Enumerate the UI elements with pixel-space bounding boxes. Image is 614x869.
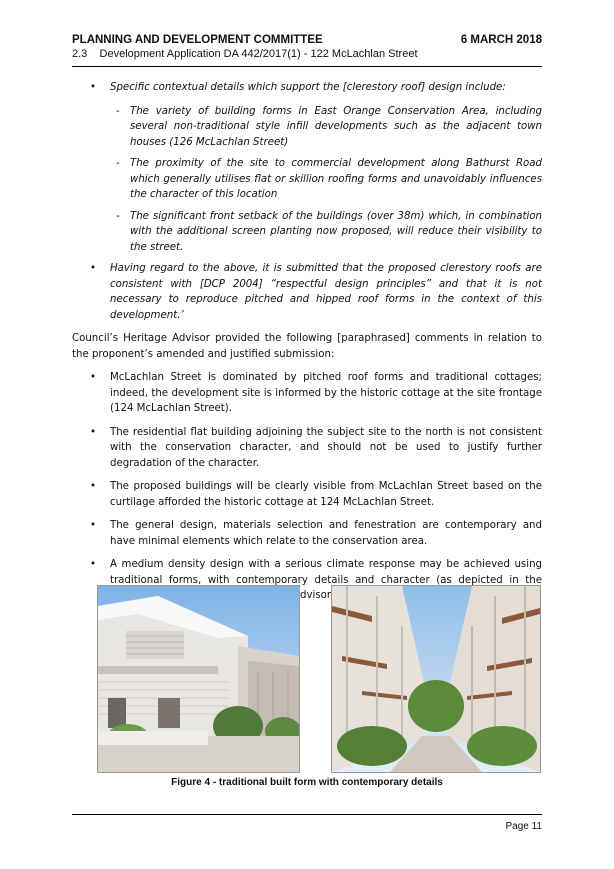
footer-rule <box>72 814 542 815</box>
bullet-text: McLachlan Street is dominated by pitched roof forms and traditional cottages; indeed, the development site is informed by the historic cottage at the site frontage (124 McLachlan Street). <box>110 372 542 414</box>
sub-item-text: The significant front setback of the buildings (over 38m) which, in combination with the additional screen planting now proposed, will reduce their visibility to the street. <box>130 210 542 253</box>
bullet-icon: • <box>90 372 97 383</box>
list-item <box>72 479 542 510</box>
sub-list-item <box>72 156 542 203</box>
bullet-icon: • <box>90 263 97 274</box>
applicant-quote <box>72 80 542 323</box>
list-item <box>72 370 542 417</box>
document-body <box>72 80 542 612</box>
bullet-text: Having regard to the above, it is submitted that the proposed clerestory roofs are consistent with [DCP 2004] “respectful design principles” and that it is not necessary to reproduce pitched and hipped roof forms in the context of this development.’ <box>110 263 542 321</box>
figure-caption: Figure 4 - traditional built form with contemporary details <box>171 777 443 788</box>
header-rule <box>72 66 542 67</box>
list-item <box>72 261 542 323</box>
bullet-text: The proposed buildings will be clearly visible from McLachlan Street based on the curtilage afforded the historic cottage at 124 McLachlan Street. <box>110 481 542 508</box>
sub-list-item <box>72 209 542 256</box>
list-item <box>72 425 542 472</box>
bullet-icon: • <box>90 520 97 531</box>
item-title: Development Application DA 442/2017(1) - 122 McLachlan Street <box>99 48 418 60</box>
bullet-text: The general design, materials selection and fenestration are contemporary and have minimal elements which relate to the conservation area. <box>110 520 542 547</box>
dash-icon: - <box>116 210 120 222</box>
advisor-intro: Council’s Heritage Advisor provided the following [paraphrased] comments in relation to the proponent’s amended and justified submission: <box>72 333 542 360</box>
sub-list-item <box>72 104 542 151</box>
item-number: 2.3 <box>72 48 88 60</box>
bullet-icon: • <box>90 426 97 438</box>
bullet-icon: • <box>90 481 97 492</box>
item-heading <box>72 48 542 60</box>
page-header <box>72 34 542 60</box>
sub-item-text: The proximity of the site to commercial development along Bathurst Road which generally utilises flat or skillion roofing forms and unavoidably influences the character of this location <box>130 158 542 200</box>
page-number: Page 11 <box>505 821 542 832</box>
bullet-text: Specific contextual details which support the [clerestory roof] design include: <box>110 82 506 93</box>
dash-icon: - <box>116 105 120 117</box>
meeting-date: 6 MARCH 2018 <box>460 34 542 46</box>
list-item <box>72 80 542 96</box>
sub-item-text: The variety of building forms in East Orange Conservation Area, including several non-traditional style infill developments such as the adjacent town houses (126 McLachlan Street) <box>130 105 542 148</box>
bullet-text: A medium density design with a serious climate response may be achieved using traditional forms, with contemporary details and character (as depicted in the Advisor <box>110 559 542 601</box>
figure-images <box>97 585 541 771</box>
advisor-comments-list <box>72 370 542 604</box>
townhouse-photo-right <box>331 585 541 773</box>
bullet-text: The residential flat building adjoining the subject site to the north is not consistent with the conservation character, and should not be used to justify further degradation of the character. <box>110 426 542 469</box>
bullet-icon: • <box>90 82 97 93</box>
townhouse-photo-left <box>97 585 300 773</box>
bullet-icon: • <box>90 559 97 570</box>
dash-icon: - <box>116 158 120 169</box>
committee-name: PLANNING AND DEVELOPMENT COMMITTEE <box>72 34 323 46</box>
list-item <box>72 518 542 549</box>
